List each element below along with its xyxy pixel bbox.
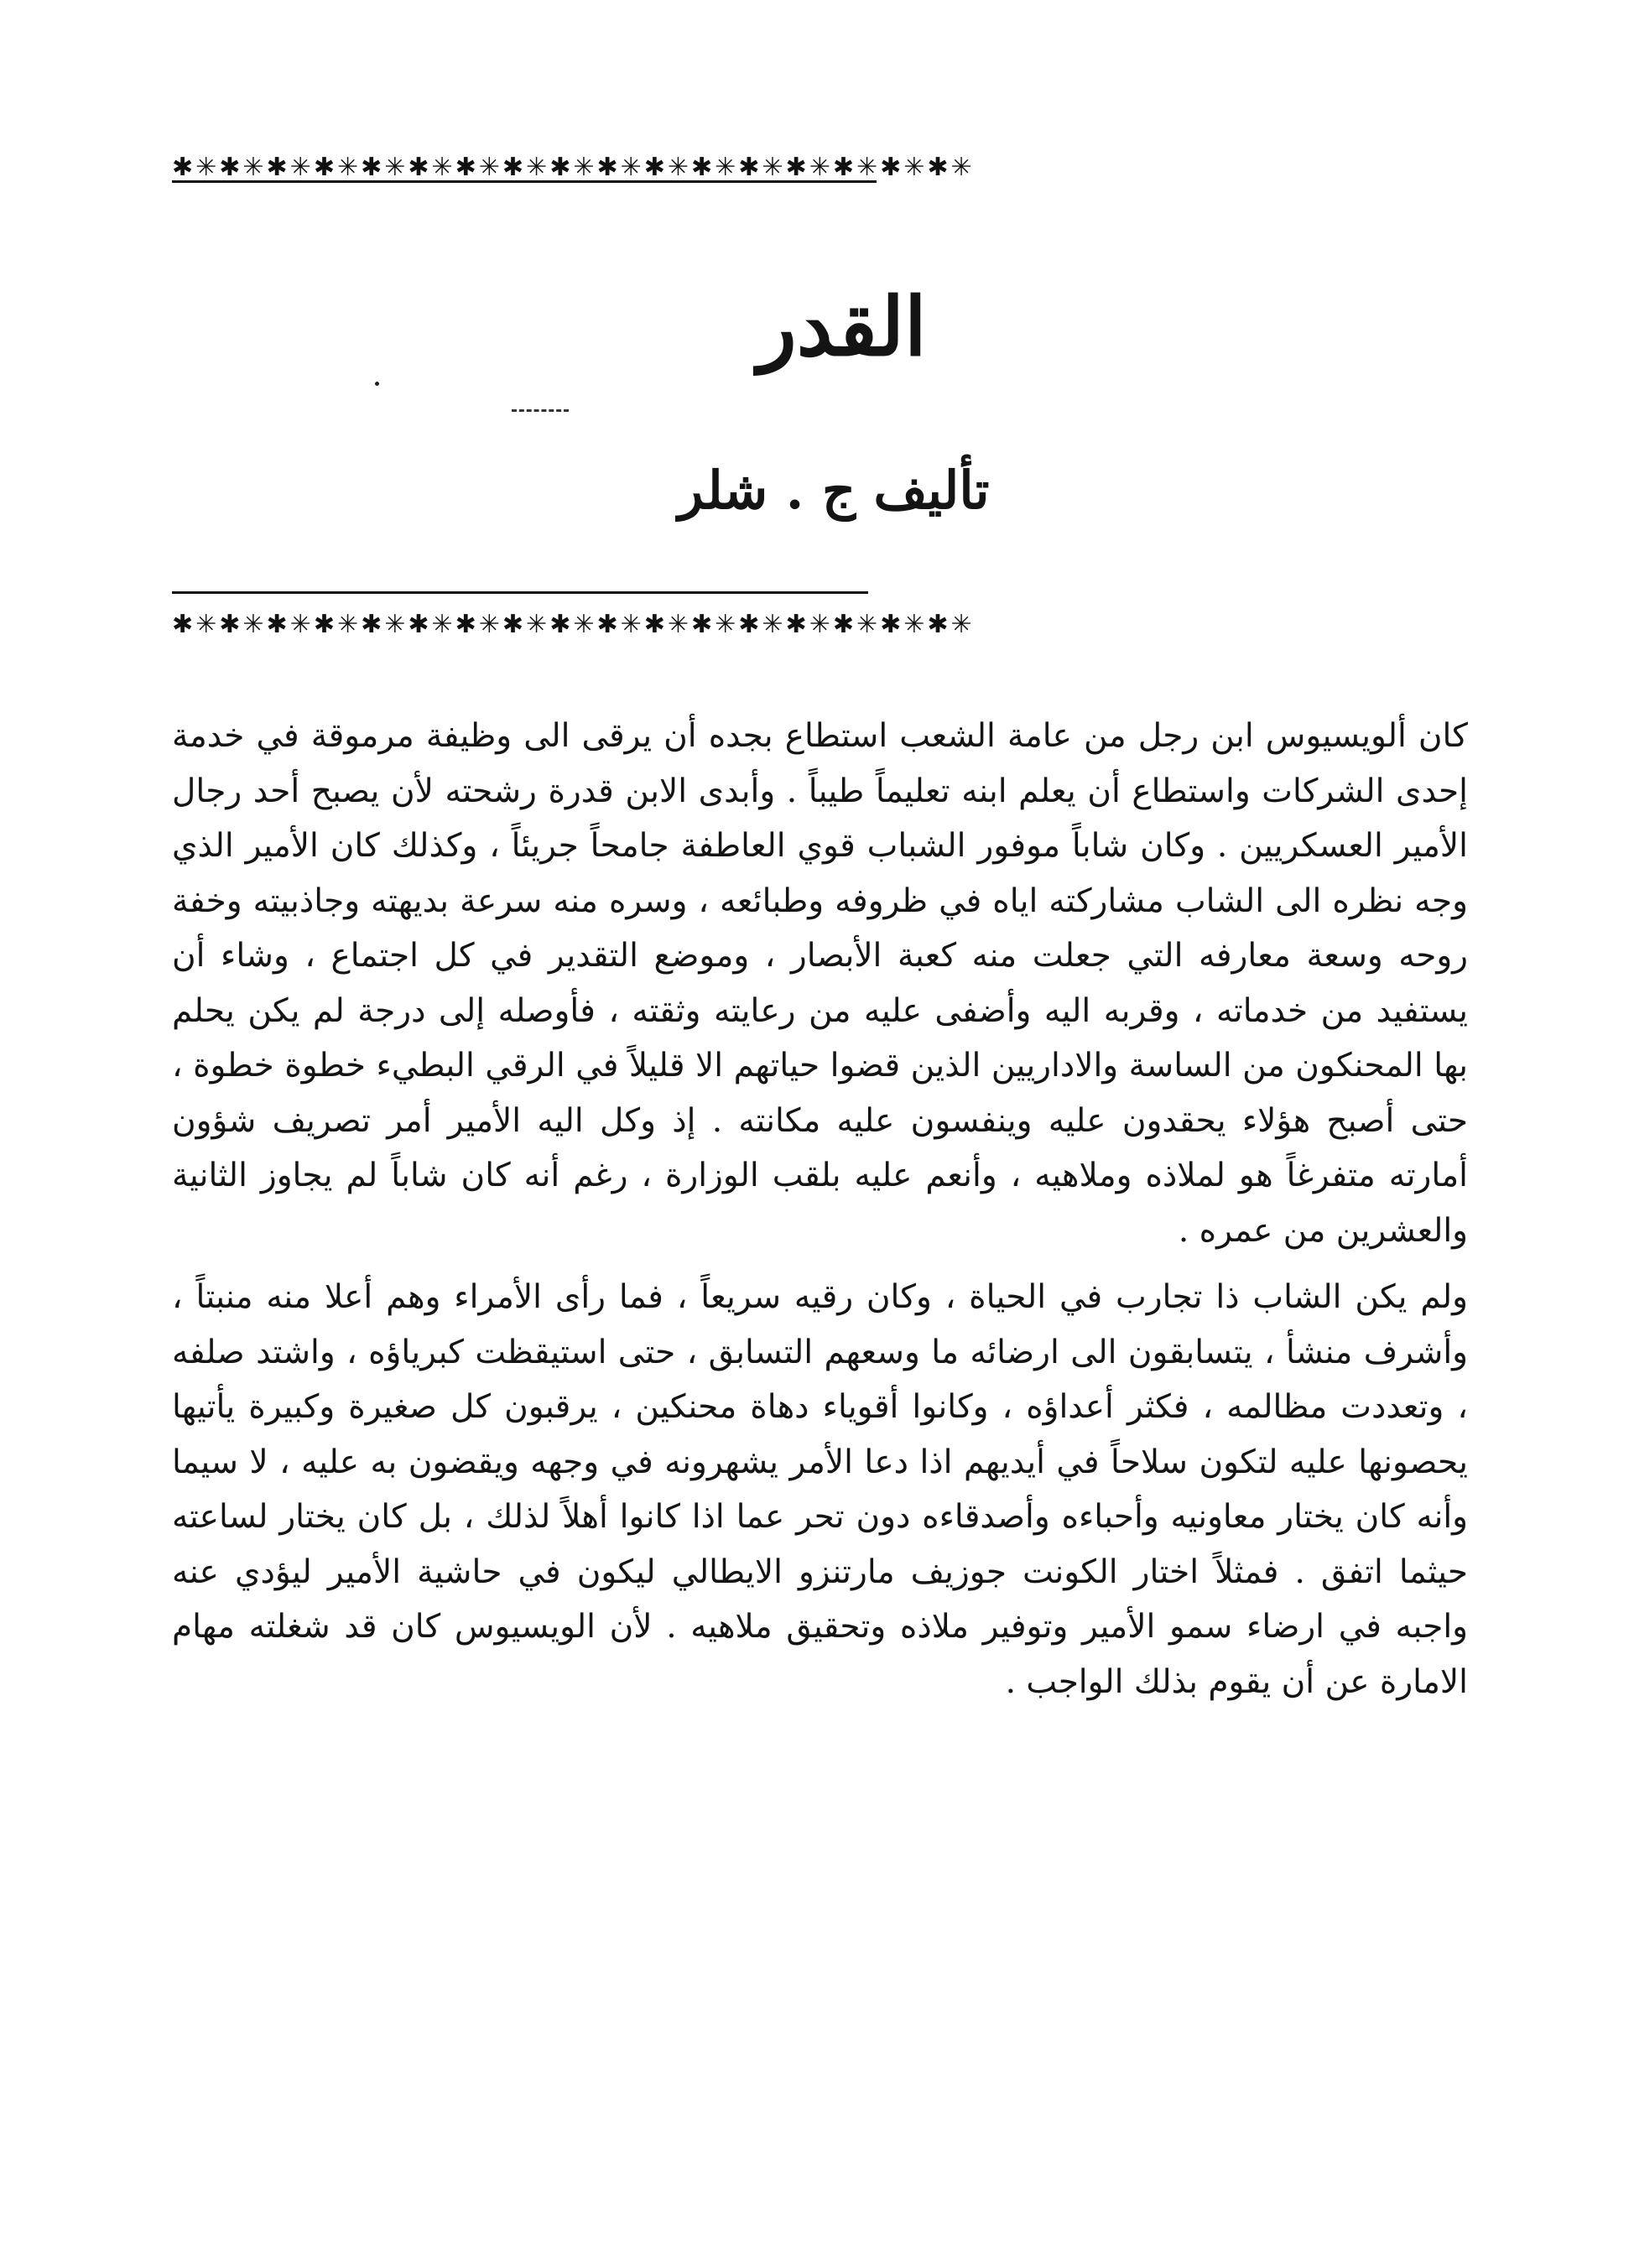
divider-rule [172,591,868,594]
bottom-ornament-border: ✱✳✱✳✱✳✱✳✱✳✱✳✱✳✱✳✱✳✱✳✱✳✱✳✱✳✱✳✱✳✱✳✱✳ [172,610,975,639]
paragraph-1: كان ألويسيوس ابن رجل من عامة الشعب استطاع بجده أن يرقى الى وظيفة مرموقة في خدمة إحدى الشركات واستطاع أن يعلم ابنه تعليماً طيباً . وأبدى الابن قدرة رشحته لأن يصبح أحد رجال الأمير العسكريين . وكان شاباً موفور الشباب قوي العاطفة جامحاً جريئاً ، وكذلك كان الأمير الذي وجه نظره الى الشاب مشاركته اياه في ظروفه وطبائعه ، وسره منه سرعة بديهته وجاذبيته وخفة روحه وسعة معارفه التي جعلت منه كعبة الأبصار ، وموضع التقدير في كل اجتماع ، وشاء أن يستفيد من خدماته ، وقربه اليه وأضفى عليه من رعايته وثقته ، فأوصله إلى درجة لم يكن يحلم بها المحنكون من الساسة والاداريين الذين قضوا حياتهم الا قليلاً في الرقي البطيء خطوة خطوة ، حتى أصبح هؤلاء يحقدون عليه وينفسون عليه مكانته . إذ وكل اليه الأمير أمر تصريف شؤون أمارته متفرغاً هو لملاذه وملاهيه ، وأنعم عليه بلقب الوزارة ، رغم أنه كان شاباً لم يجاوز الثانية والعشرين من عمره . [172,717,1468,1250]
paragraph-2: ولم يكن الشاب ذا تجارب في الحياة ، وكان رقيه سريعاً ، فما رأى الأمراء وهم أعلا منه منبتاً ، وأشرف منشأ ، يتسابقون الى ارضائه ما وسعهم التسابق ، حتى استيقظت كبرياؤه ، واشتد صلفه ، وتعددت مظالمه ، فكثر أعداؤه ، وكانوا أقوياء دهاة محنكين ، يرقبون كل صغيرة وكبيرة يأتيها يحصونها عليه لتكون سلاحاً في أيديهم اذا دعا الأمر يشهرونه في وجهه ويقضون به عليه ، لا سيما وأنه كان يختار معاونيه وأحباءه وأصدقاءه دون تحر عما اذا كانوا أهلاً لذلك ، بل كان يختار لساعته حيثما اتفق . فمثلاً اختار الكونت جوزيف مارتنزو الايطالي ليكون في حاشية الأمير ليؤدي عنه واجبه في ارضاء سمو الأمير وتوفير ملاذه وتحقيق ملاهيه . لأن الويسيوس كان قد شغلته مهام الامارة عن أن يقوم بذلك الواجب . [172,1278,1468,1701]
title-divider [512,409,569,412]
author-line: تأليف ج . شلر [678,460,990,521]
body-text [172,709,1468,1709]
top-ornament-border: ✱✳✱✳✱✳✱✳✱✳✱✳✱✳✱✳✱✳✱✳✱✳✱✳✱✳✱✳✱✳✱✳✱✳ [172,153,975,182]
chapter-title: القدر [757,279,927,374]
print-speck [375,382,379,386]
